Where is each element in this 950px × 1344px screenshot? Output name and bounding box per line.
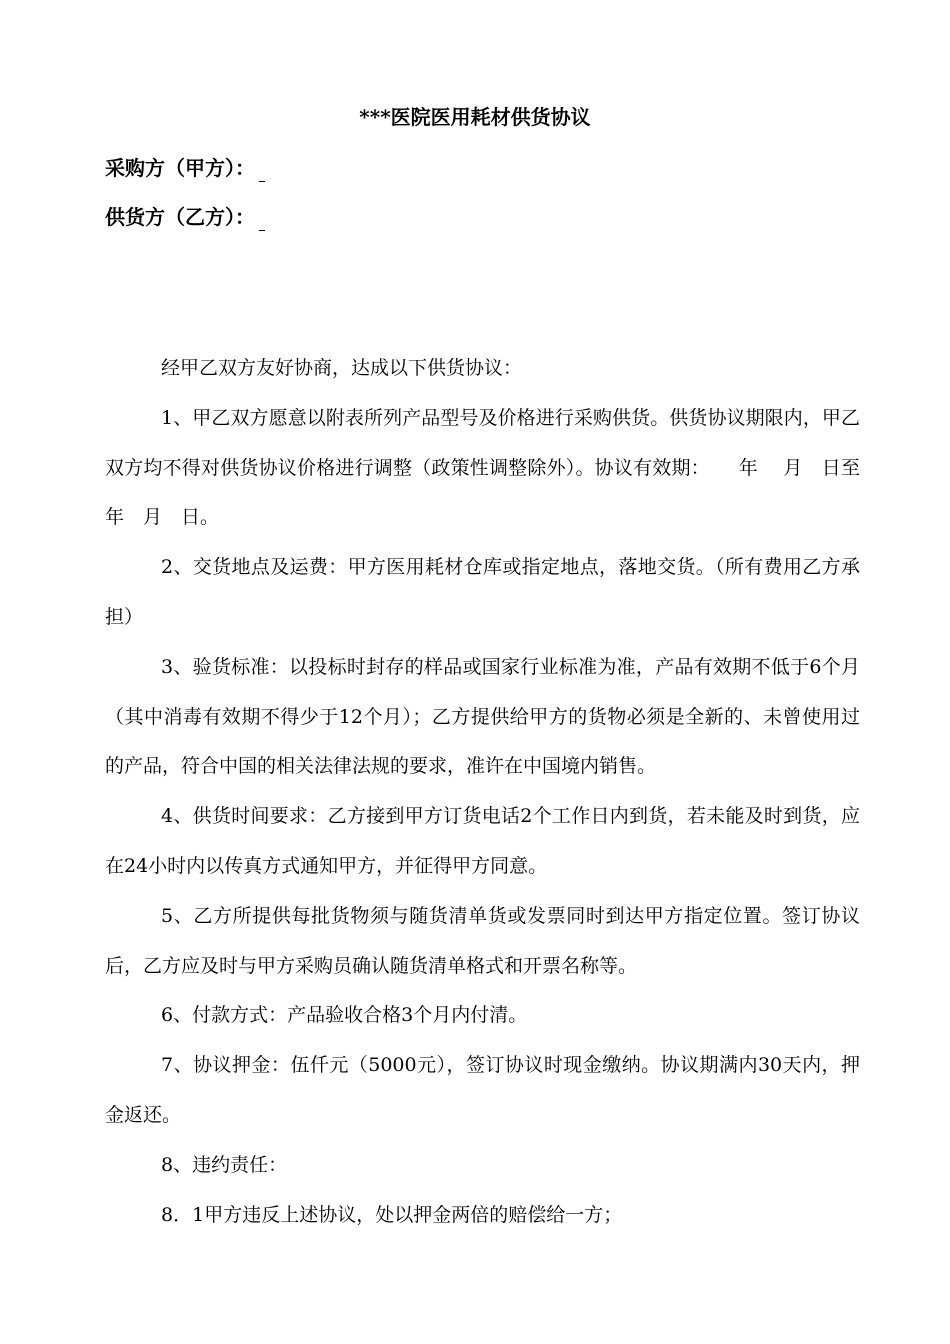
purchaser-blank (259, 161, 265, 182)
document-title: ***医院医用耗材供货协议 (359, 105, 591, 129)
purchaser-label: 采购方（甲方）： (105, 156, 255, 180)
clause-2-paragraph: 2、交货地点及运费：甲方医用耗材仓库或指定地点，落地交货。（所有费用乙方承担） (105, 556, 860, 628)
clause-8-paragraph: 8、违约责任： (161, 1153, 288, 1176)
supplier-line (105, 203, 265, 231)
clause-3-paragraph: 3、验货标准：以投标时封存的样品或国家行业标准为准，产品有效期不低于6个月（其中消毒有效期不得少于12个月）；乙方提供给甲方的货物必须是全新的、未曾使用过的产品，符合中国的相关法律法规的要求，准许在中国境内销售。 (105, 655, 860, 778)
supplier-blank (259, 210, 265, 231)
clause-7-paragraph: 7、协议押金：伍仟元（5000元），签订协议时现金缴纳。协议期满内30天内，押金返还。 (105, 1054, 860, 1126)
supplier-label: 供货方（乙方）： (105, 205, 255, 229)
intro-paragraph: 经甲乙双方友好协商，达成以下供货协议： (161, 357, 523, 379)
clause-8-1-paragraph: 8．1甲方违反上述协议，处以押金两倍的赔偿给一方； (161, 1203, 623, 1226)
clause-1-paragraph: 1、甲乙双方愿意以附表所列产品型号及价格进行采购供货。供货协议期限内，甲乙双方均不得对供货协议价格进行调整（政策性调整除外）。协议有效期： 年 月 日至 年 月 日。 (105, 406, 899, 529)
clause-6-paragraph: 6、付款方式：产品验收合格3个月内付清。 (161, 1004, 528, 1027)
clause-4-paragraph: 4、供货时间要求：乙方接到甲方订货电话2个工作日内到货，若未能及时到货，应在24小时内以传真方式通知甲方，并征得甲方同意。 (105, 805, 860, 877)
purchaser-line (105, 154, 265, 182)
agreement-body (105, 344, 899, 1240)
clause-5-paragraph: 5、乙方所提供每批货物须与随货清单货或发票同时到达甲方指定位置。签订协议后，乙方应及时与甲方采购员确认随货清单格式和开票名称等。 (105, 904, 860, 977)
